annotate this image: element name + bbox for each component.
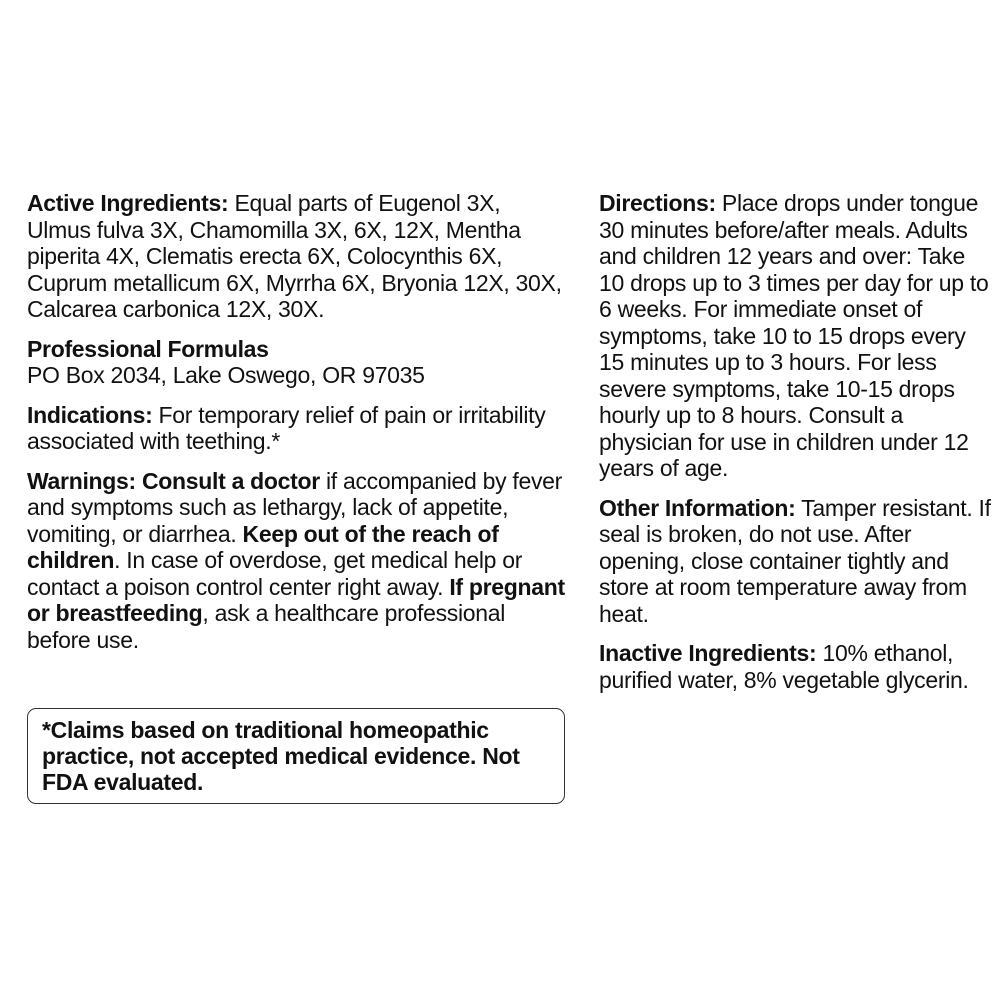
warnings-keep-out-bold: Keep out of the reach of children [27,520,499,573]
other-information-section [599,495,994,628]
warnings-consult-text: if accompanied by fever and symptoms such as lethargy, lack of appetite, vomiting, or diarrhea. [27,467,563,547]
active-ingredients-paragraph [27,190,567,323]
indications-section [27,402,567,455]
warnings-section [27,468,567,654]
directions-label: Directions: [599,190,716,216]
inactive-ingredients-paragraph [599,640,994,693]
right-column [599,190,994,706]
company-name: Professional Formulas [27,335,269,362]
warnings-paragraph [27,468,567,654]
active-ingredients-label: Active Ingredients: [27,190,229,216]
warnings-consult-bold: Consult a doctor [135,467,320,494]
indications-text: For temporary relief of pain or irritability associated with teething.* [27,401,546,454]
inactive-ingredients-text: 10% ethanol, purified water, 8% vegetable glycerin. [599,640,969,693]
directions-text: Place drops under tongue 30 minutes before/after meals. Adults and children 12 years and over: Take 10 drops up to 3 times per day for up to 6 weeks. For immediate onset of symptoms, take 10 to 15 drops every 15 minutes up to 3 hours. For less severe symptoms, take 10-15 drops hourly up to 8 hours. Consult a physician for use in children under 12 years of age. [599,190,989,481]
left-column [27,190,567,666]
other-information-label: Other Information: [599,494,796,521]
inactive-ingredients-section [599,640,994,693]
warnings-overdose-text: . In case of overdose, get medical help or contact a poison control center right away. [27,547,523,600]
directions-section [599,190,994,482]
company-address: PO Box 2034, Lake Oswego, OR 97035 [27,362,425,388]
disclaimer-box [27,708,565,804]
active-ingredients-text: Equal parts of Eugenol 3X, Ulmus fulva 3X, Chamomilla 3X, 6X, 12X, Mentha piperita 4X, Clematis erecta 6X, Colocynthis 6X, Cuprum metallicum 6X, Myrrha 6X, Bryonia 12X, 30X, Calcarea carbonica 12X, 30X. [27,190,562,322]
warnings-pregnant-bold: If pregnant or breastfeeding [27,573,565,626]
directions-paragraph [599,190,994,482]
other-information-text: Tamper resistant. If seal is broken, do not use. After opening, close container tightly and store at room temperature away from heat. [599,494,991,627]
warnings-label: Warnings: [27,467,136,494]
indications-paragraph [27,402,567,455]
warnings-pregnant-text: , ask a healthcare professional before use. [27,600,506,653]
company-section [27,336,567,389]
active-ingredients-section [27,190,567,323]
other-information-paragraph [599,495,994,628]
inactive-ingredients-label: Inactive Ingredients: [599,640,817,666]
indications-label: Indications: [27,401,153,428]
disclaimer-text: *Claims based on traditional homeopathic practice, not accepted medical evidence. Not FDA evaluated. [42,717,520,795]
